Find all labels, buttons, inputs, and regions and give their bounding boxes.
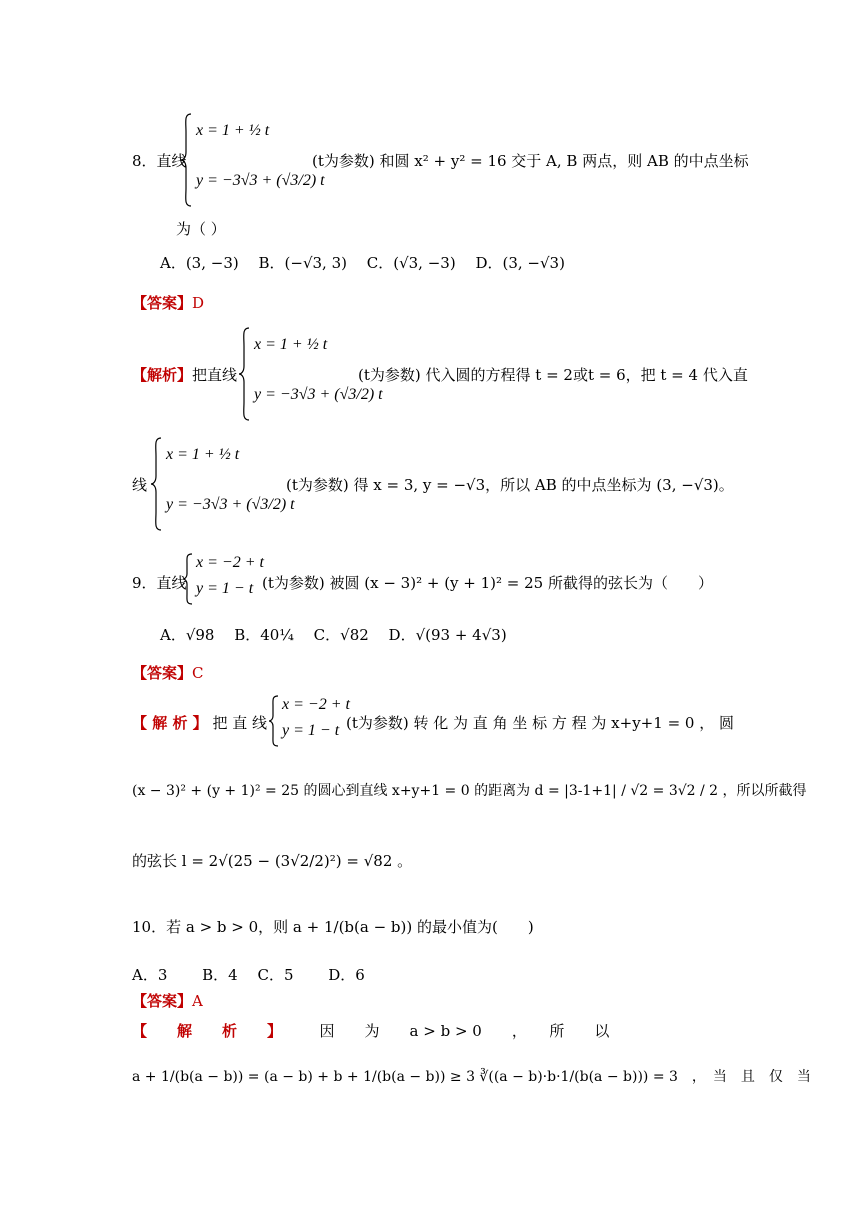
q8-analysis-line1: 【解析】把直线 <box>132 366 238 384</box>
q10-answer: 【答案】A <box>132 992 203 1010</box>
q8-analysis-mid: (t为参数) 代入圆的方程得 t = 2或t = 6，把 t = 4 代入直 <box>358 366 748 384</box>
q9-analysis-system <box>268 694 358 750</box>
left-brace-icon <box>238 326 252 422</box>
q8-analysis-sys-line1: x = 1 + ½ t <box>254 336 328 353</box>
q10-options: A．3 B．4 C．5 D．6 <box>132 966 365 984</box>
q10-stem: 10．若 a > b > 0，则 a + 1/(b(a − b)) 的最小值为( ) <box>132 918 534 936</box>
q8-stem-cont: 为（ ） <box>176 220 226 238</box>
left-brace-icon <box>268 694 280 748</box>
q9-options: A．√98 B．40¼ C．√82 D．√(93 + 4√3) <box>160 626 507 644</box>
q10-analysis-line2: a + 1/(b(a − b)) = (a − b) + b + 1/(b(a − b)) ≥ 3 ∛((a − b)·b·1/(b(a − b))) = 3 ， 当 且 仅 当 <box>132 1069 811 1085</box>
q9-analysis-line2: (x − 3)² + (y + 1)² = 25 的圆心到直线 x+y+1 = 0 的距离为 d = |3-1+1| / √2 = 3√2 / 2 ，所以所截得 <box>132 783 807 799</box>
q9-param-system <box>182 552 272 608</box>
left-brace-icon <box>182 552 194 606</box>
q9-stem-after: (t为参数) 被圆 (x − 3)² + (y + 1)² = 25 所截得的弦长为（ ） <box>262 574 713 592</box>
left-brace-icon <box>150 436 164 532</box>
q8-options: A．(3, −3) B．(−√3, 3) C．(√3, −3) D．(3, −√3) <box>160 254 565 272</box>
q8-analysis-line2-prefix: 线 <box>132 476 148 494</box>
left-brace-icon <box>180 112 194 208</box>
q9-analysis-sys-line2: y = 1 − t <box>282 722 340 739</box>
q9-analysis-sys-line1: x = −2 + t <box>282 696 350 713</box>
q9-analysis-line1: 【 解 析 】 把 直 线 <box>132 714 267 732</box>
q8-analysis-system-2 <box>150 436 295 536</box>
q8-sys-line1: x = 1 + ½ t <box>196 122 270 139</box>
q9-prefix: 9．直线 <box>132 574 187 592</box>
q8-prefix: 8．直线 <box>132 152 187 170</box>
q10-analysis-line1: 【 解 析 】 因 为 a > b > 0 ， 所 以 <box>132 1022 610 1040</box>
q8-analysis-system-1 <box>238 326 383 426</box>
q9-analysis-mid: (t为参数) 转 化 为 直 角 坐 标 方 程 为 x+y+1 = 0 ， 圆 <box>346 714 734 732</box>
q9-sys-line2: y = 1 − t <box>196 580 254 597</box>
q8-answer: 【答案】D <box>132 294 205 312</box>
q9-analysis-line3: 的弦长 l = 2√(25 − (3√2/2)²) = √82 。 <box>132 852 413 870</box>
q8-param-system <box>180 110 325 210</box>
q9-answer: 【答案】C <box>132 664 204 682</box>
q8-analysis-end: (t为参数) 得 x = 3, y = −√3，所以 AB 的中点坐标为 (3, −√3)。 <box>286 476 734 494</box>
q9-sys-line1: x = −2 + t <box>196 554 264 571</box>
q8-analysis-sys-line2: y = −3√3 + (√3/2) t <box>254 386 383 403</box>
q8-analysis2-sys-line2: y = −3√3 + (√3/2) t <box>166 496 295 513</box>
q8-sys-line2: y = −3√3 + (√3/2) t <box>196 172 325 189</box>
q8-analysis2-sys-line1: x = 1 + ½ t <box>166 446 240 463</box>
q8-stem-after: (t为参数) 和圆 x² + y² = 16 交于 A, B 两点，则 AB 的中点坐标 <box>312 152 749 170</box>
